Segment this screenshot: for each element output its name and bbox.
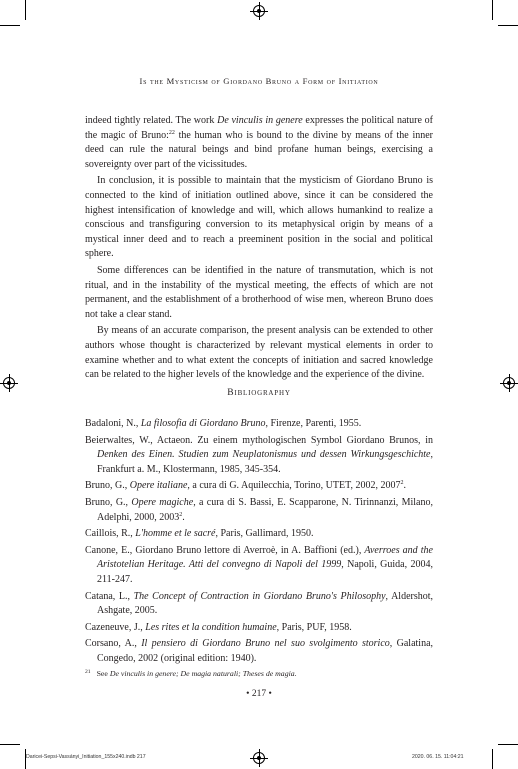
bibliography-entry: Bruno, G., Opere italiane, a cura di G. Aquilecchia, Torino, UTET, 2002, 2007$^2$. <box>85 480 406 492</box>
paragraph: Some differences can be identified in the nature of transmutation, which is not ritual, and in the instability of the mystical meeting, the effects of which are not permanent, and the establishment of a brotherhood of wise men, whereon Bruno does not take a clear stand. <box>85 264 433 320</box>
print-slug-file: Daricei-Sepsi-Vassányi_Initiation_155x240.indb 217 <box>26 754 146 760</box>
bibliography-entry: Canone, E., Giordano Bruno lettore di Averroè, in A. Baffioni (ed.), Averroes and the Aristotelian Heritage. Atti del convegno di Napoli del 1999, Napoli, Guida, 2004, 211-247. <box>85 544 433 585</box>
crop-mark <box>0 744 20 745</box>
paragraph: In conclusion, it is possible to maintain that the mysticism of Giordano Bruno is connected to the kind of initiation outlined above, since it can be considered the highest intensification of knowledge and will, which allows humankind to realize a conscious and transfiguring conversion to its metaphysical origin by means of a mystical inner deed and to reach a preeminent position in the social and political sphere. <box>85 175 433 260</box>
paragraph: indeed tightly related. The work De vinculis in genere expresses the political nature of the magic of Bruno:$^{22}$ the human who is bound to the divine by means of the inner deed can rule the natural beings and bind profane human beings, exercising a sovereignty over part of the vicissitudes. <box>85 115 433 170</box>
bibliography-entry: Caillois, R., L'homme et le sacré, Paris, Gallimard, 1950. <box>85 528 314 540</box>
registration-mark-icon <box>253 752 265 764</box>
bibliography-list <box>85 417 433 669</box>
footnote: $^{21}$ See De vinculis in genere; De magia naturali; Theses de magia. <box>85 669 297 678</box>
footnote-reference[interactable]: 22 <box>168 129 175 136</box>
running-head: Is the Mysticism of Giordano Bruno a Form of Initiation <box>139 76 379 86</box>
crop-mark <box>0 25 20 26</box>
body-text <box>85 114 433 385</box>
bibliography-entry: Catana, L., The Concept of Contraction in Giordano Bruno's Philosophy, Aldershot, Ashgate, 2005. <box>85 590 434 617</box>
crop-mark <box>492 749 493 769</box>
footnote-works: De vinculis in genere; De magia naturali; Theses de magia <box>109 669 295 678</box>
registration-mark-icon <box>253 5 265 17</box>
page-number: • 217 • <box>246 689 272 699</box>
work-title: De vinculis in genere <box>217 115 303 126</box>
bibliography-heading: Bibliography <box>227 388 291 398</box>
paragraph: By means of an accurate comparison, the present analysis can be extended to other authors whose thought is characterized by relevant mystical elements in order to examine whether and to what extent the concepts of initiation and sacred knowledge can be related to the higher levels of the knowledge and the experience of the divine. <box>85 325 433 381</box>
crop-mark <box>498 744 518 745</box>
footnote-number: 21 <box>85 669 91 675</box>
bibliography-entry: Cazeneuve, J., Les rites et la condition humaine, Paris, PUF, 1958. <box>85 621 352 633</box>
crop-mark <box>492 0 493 20</box>
bibliography-entry: Bruno, G., Opere magiche, a cura di S. Bassi, E. Scapparone, N. Tirinnanzi, Milano, Adelphi, 2000, 2003$^2$. <box>85 496 433 523</box>
crop-mark <box>498 25 518 26</box>
bibliography-entry: Badaloni, N., La filosofia di Giordano Bruno, Firenze, Parenti, 1955. <box>85 418 362 429</box>
print-slug-timestamp: 2020. 06. 15. 11:04:21 <box>412 754 464 760</box>
bibliography-entry: Corsano, A., Il pensiero di Giordano Bruno nel suo svolgimento storico, Galatina, Congedo, 2002 (original edition: 1940). <box>85 638 434 664</box>
crop-mark <box>25 0 26 20</box>
bibliography-entry: Beierwaltes, W., Actaeon. Zu einem mythologischen Symbol Giordano Brunos, in Denken des Einen. Studien zum Neuplatonismus und dessen Wirkungsgeschichte, Frankfurt a. M., Klostermann, 1985, 345-354. <box>85 434 433 475</box>
